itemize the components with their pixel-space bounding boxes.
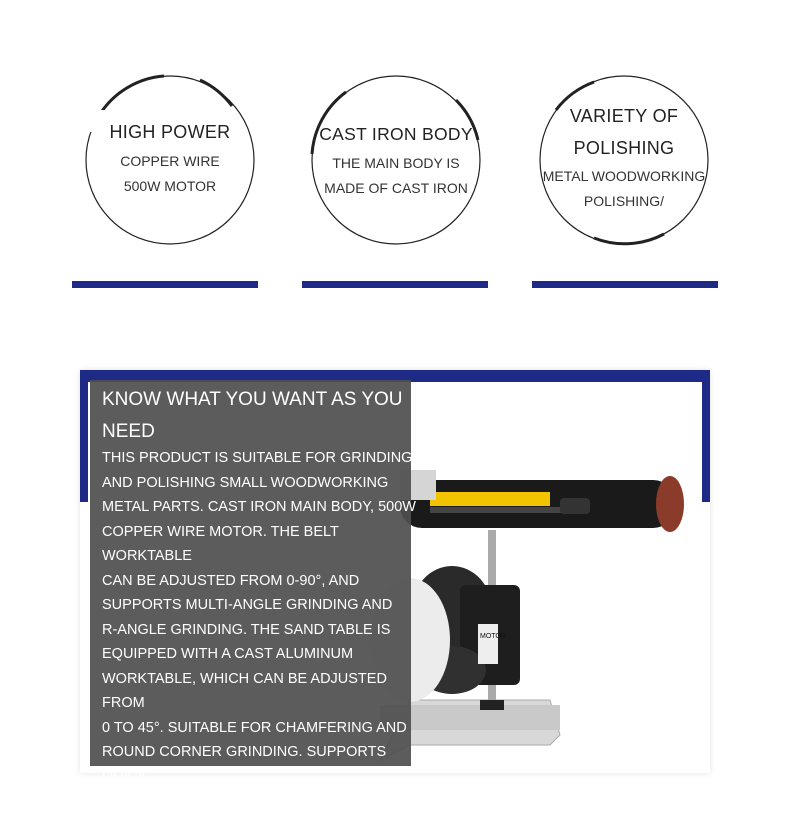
motor-label: MOTOR — [480, 633, 506, 640]
accent-bar — [302, 281, 488, 288]
feature-line: MADE OF CAST IRON — [324, 180, 468, 196]
feature-line: COPPER WIRE — [120, 153, 220, 169]
feature-line: METAL WOODWORKING — [542, 168, 706, 184]
feature-title: POLISHING — [573, 138, 675, 158]
feature-line: 500W MOTOR — [123, 178, 217, 194]
panel-description: THIS PRODUCT IS SUITABLE FOR GRINDING AND POLISHING SMALL WOODWORKING METAL PARTS. CAST IRON MAIN BODY, 500W COPPER WIRE MOTOR. THE BELT WORKTABLE CAN BE ADJUSTED FROM 0-90°, AND SUPPORTS MULTI-ANGLE GRINDING AND R-ANGLE GRINDING. THE SAND TABLE IS EQUIPPED WITH A CAST ALUMINUM WORKTABLE, WHICH CAN BE ADJUSTED FROM 0 TO 45°. SUITABLE FOR CHAMFERING AND ROUND CORNER GRINDING. SUPPORTS QUICK REPLACEMENT OF THE ABRASIVE BELT, CONVENIENT AND QUICK OPERATION. — [102, 450, 416, 834]
feature-title: VARIETY OF — [569, 106, 679, 126]
feature-cast-iron-body — [306, 70, 486, 250]
panel-title: KNOW WHAT YOU WANT AS YOU NEED — [102, 389, 403, 442]
feature-line: POLISHING/ — [583, 193, 665, 209]
feature-title: HIGH POWER — [109, 122, 231, 142]
feature-high-power — [80, 70, 260, 250]
description-box — [90, 380, 416, 834]
feature-title: CAST IRON BODY — [319, 124, 473, 144]
accent-bar — [532, 281, 718, 288]
accent-bar — [72, 281, 258, 288]
feature-line: THE MAIN BODY IS — [332, 155, 460, 171]
feature-variety-of-polishing — [534, 70, 714, 250]
